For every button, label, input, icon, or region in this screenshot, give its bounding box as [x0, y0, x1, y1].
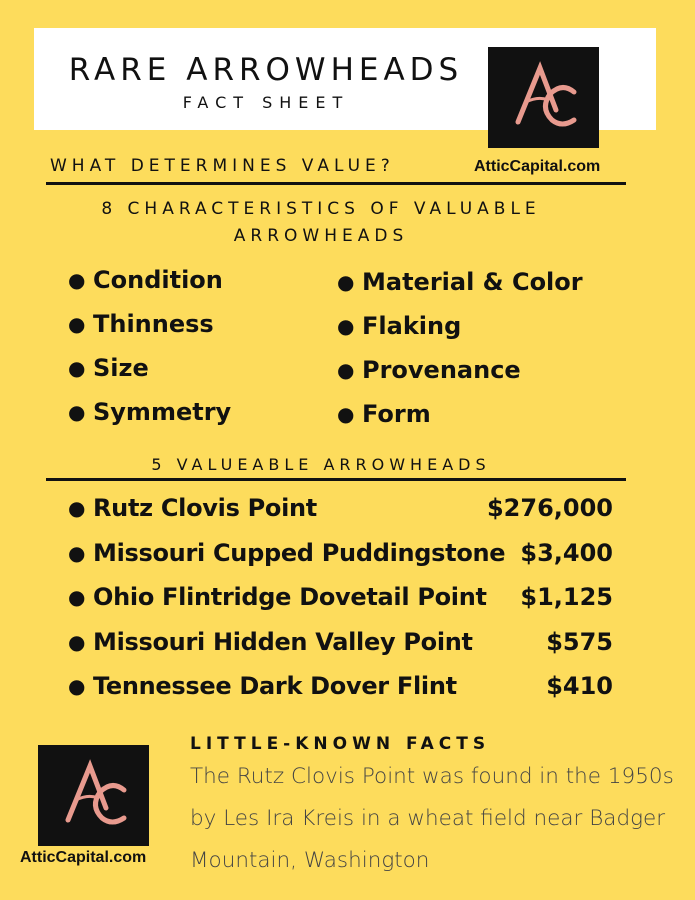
site-link[interactable]: AtticCapital.com	[474, 158, 601, 175]
list-item	[68, 531, 613, 576]
bullet-icon: ●	[337, 270, 355, 294]
page-title: RARE ARROWHEADS	[68, 52, 464, 88]
divider	[46, 478, 626, 481]
brand-logo[interactable]	[488, 47, 599, 148]
arrowhead-name: Tennessee Dark Dover Flint	[93, 672, 457, 701]
arrowheads-heading: 5 VALUEABLE ARROWHEADS	[151, 455, 491, 474]
arrowhead-price: $1,125	[520, 583, 613, 612]
list-item: ● Symmetry	[68, 398, 232, 426]
ac-monogram-icon	[504, 58, 584, 138]
bullet-icon: ●	[68, 268, 86, 292]
bullet-icon: ●	[68, 585, 86, 610]
bullet-icon: ●	[68, 540, 86, 565]
list-item: ● Provenance	[337, 356, 521, 384]
brand-logo[interactable]	[38, 745, 149, 846]
arrowhead-price: $276,000	[486, 494, 613, 523]
list-item: ● Condition	[68, 266, 223, 294]
list-item	[68, 620, 613, 665]
bullet-icon: ●	[337, 358, 355, 382]
value-heading: WHAT DETERMINES VALUE?	[50, 156, 395, 176]
list-item: ● Thinness	[68, 310, 214, 338]
bullet-icon: ●	[68, 356, 86, 380]
list-item	[68, 575, 613, 620]
facts-text: The Rutz Clovis Point was found in the 1950s by Les Ira Kreis in a wheat field near Badger Mountain, Washington	[190, 764, 674, 873]
arrowheads-list	[68, 486, 613, 709]
bullet-icon: ●	[337, 402, 355, 426]
facts-heading: LITTLE-KNOWN FACTS	[190, 734, 491, 754]
bullet-icon: ●	[68, 496, 86, 521]
characteristics-list-right	[337, 260, 583, 436]
divider	[46, 182, 626, 185]
arrowhead-name: Rutz Clovis Point	[93, 494, 317, 523]
ac-monogram-icon	[54, 756, 134, 836]
characteristics-heading: 8 CHARACTERISTICS OF VALUABLE ARROWHEADS	[101, 199, 541, 246]
bullet-icon: ●	[68, 400, 86, 424]
list-item	[68, 486, 613, 531]
characteristics-list-left	[68, 258, 231, 434]
page-subtitle: FACT SHEET	[182, 93, 350, 112]
arrowhead-price: $3,400	[520, 538, 613, 567]
bullet-icon: ●	[68, 629, 86, 654]
list-item	[68, 664, 613, 709]
arrowhead-name: Missouri Hidden Valley Point	[93, 627, 473, 656]
site-link[interactable]: AtticCapital.com	[20, 849, 147, 866]
arrowhead-name: Ohio Flintridge Dovetail Point	[93, 583, 487, 612]
list-item: ● Size	[68, 354, 149, 382]
list-item: ● Flaking	[337, 312, 462, 340]
list-item: ● Form	[337, 400, 431, 428]
bullet-icon: ●	[68, 312, 86, 336]
arrowhead-name: Missouri Cupped Puddingstone	[93, 538, 506, 567]
arrowhead-price: $410	[546, 672, 613, 701]
bullet-icon: ●	[337, 314, 355, 338]
bullet-icon: ●	[68, 674, 86, 699]
list-item: ● Material & Color	[337, 268, 583, 296]
arrowhead-price: $575	[546, 627, 613, 656]
